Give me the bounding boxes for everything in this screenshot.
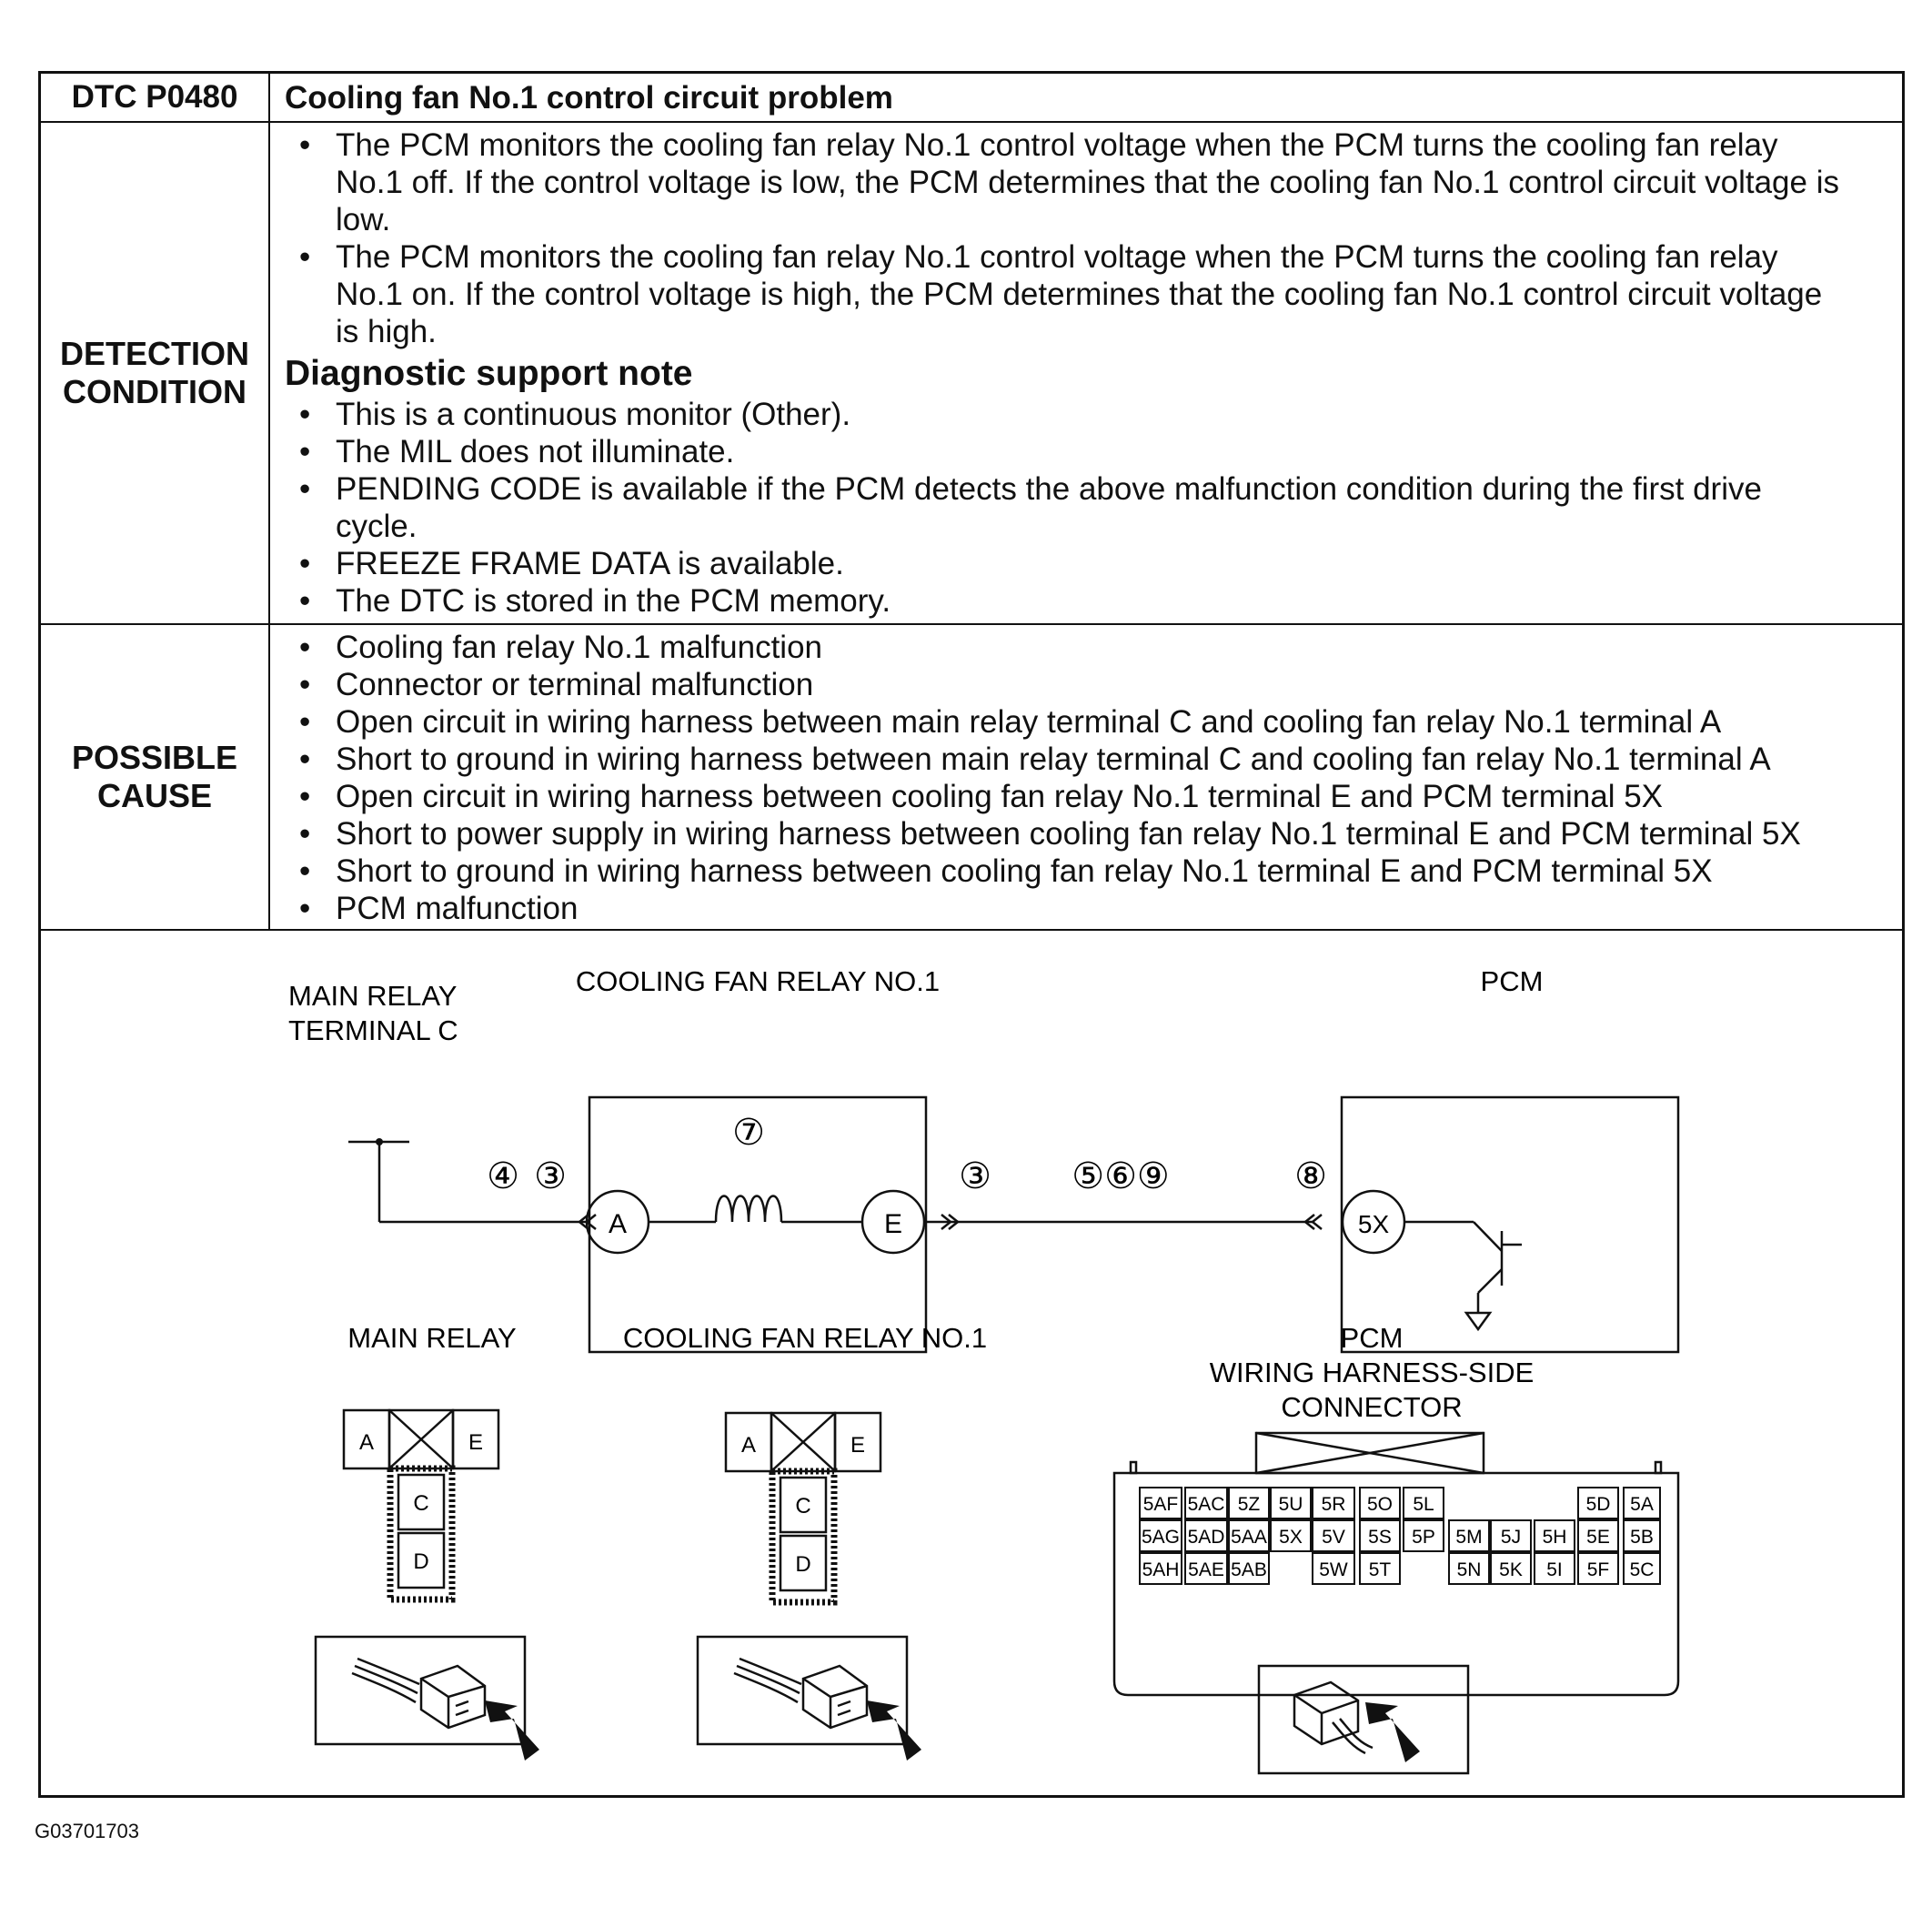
circled-number: ③ <box>534 1156 567 1196</box>
circled-number: ⑧ <box>1294 1156 1327 1196</box>
pcm-harness-view <box>1259 1666 1468 1773</box>
pcm-pin-label: 5Z <box>1237 1494 1261 1515</box>
support-list <box>285 396 1887 620</box>
cause-list <box>285 629 1887 927</box>
pcm-pin-label: 5H <box>1542 1527 1567 1548</box>
pcm-pin-label: 5T <box>1368 1559 1392 1580</box>
terminal-a-label: A <box>608 1209 628 1239</box>
pcm-connector-label: CONNECTOR <box>1281 1391 1463 1423</box>
fan-relay-harness-view <box>698 1637 907 1744</box>
pin-label: A <box>358 1430 375 1455</box>
fan-relay-connector-label: COOLING FAN RELAY NO.1 <box>622 1322 988 1354</box>
pcm-pin-label: 5E <box>1586 1527 1610 1548</box>
pcm-pin-label: 5A <box>1630 1494 1654 1515</box>
dtc-sheet <box>38 71 1905 1798</box>
list-item: • The MIL does not illuminate. <box>285 433 1887 470</box>
pcm-pin-label: 5AG <box>1141 1527 1181 1548</box>
support-note-title: Diagnostic support note <box>285 354 693 393</box>
cause-row <box>41 625 1902 931</box>
cause-label: POSSIBLE CAUSE <box>41 625 270 929</box>
pcm-pin-label: 5AE <box>1188 1559 1224 1580</box>
pcm-pin-label: 5N <box>1456 1559 1482 1580</box>
pcm-pin-label: 5W <box>1319 1559 1348 1580</box>
pcm-pin-label: 5V <box>1322 1527 1345 1548</box>
terminal-5x-label: 5X <box>1357 1210 1390 1238</box>
circled-number: ③ <box>959 1156 991 1196</box>
list-item: • Open circuit in wiring harness between main relay terminal C and cooling fan relay No.1 terminal A <box>285 703 1887 741</box>
pin-label: C <box>795 1494 811 1519</box>
pcm-pin-label: 5AC <box>1187 1494 1225 1515</box>
list-item: • Connector or terminal malfunction <box>285 666 1887 703</box>
pcm-pin-label: 5S <box>1368 1527 1392 1548</box>
pin-label: D <box>413 1549 429 1574</box>
pcm-connector-label: PCM <box>1340 1322 1404 1354</box>
pin-label: A <box>740 1433 757 1458</box>
pin-label: E <box>468 1430 484 1455</box>
pin-label: C <box>413 1491 429 1516</box>
list-item: • Open circuit in wiring harness between cooling fan relay No.1 terminal E and PCM terminal 5X <box>285 778 1887 815</box>
cause-content <box>270 625 1902 929</box>
list-item: • PCM malfunction <box>285 890 1887 927</box>
pcm-pin-label: 5F <box>1586 1559 1610 1580</box>
pcm-pin-label: 5K <box>1499 1559 1523 1580</box>
pcm-pin-label: 5AH <box>1142 1559 1180 1580</box>
list-item: • Short to power supply in wiring harness between cooling fan relay No.1 terminal E and PCM terminal 5X <box>285 815 1887 853</box>
pcm-pin-grid <box>1140 1488 1660 1584</box>
pcm-pin-label: 5R <box>1321 1494 1346 1515</box>
detection-row <box>41 123 1902 625</box>
pcm-pin-label: 5P <box>1412 1527 1435 1548</box>
terminal-e-label: E <box>883 1209 903 1239</box>
figure-code: G03701703 <box>35 1820 139 1842</box>
pcm-pin-label: 5AF <box>1142 1494 1179 1515</box>
pcm-pin-label: 5J <box>1500 1527 1522 1548</box>
view-direction-arrow-icon <box>485 1700 539 1761</box>
pcm-pin-label: 5B <box>1630 1527 1654 1548</box>
list-item: • Cooling fan relay No.1 malfunction <box>285 629 1887 666</box>
wiring-diagram <box>41 931 1902 1795</box>
pin-label: D <box>795 1552 811 1577</box>
detection-content <box>270 123 1902 623</box>
detection-label: DETECTION CONDITION <box>41 123 270 623</box>
list-item: • FREEZE FRAME DATA is available. <box>285 545 1887 582</box>
junction-dot <box>376 1138 383 1145</box>
pcm-pin-label: 5AB <box>1231 1559 1267 1580</box>
detection-list <box>285 126 1887 350</box>
main-relay-terminal-label: TERMINAL C <box>288 1014 458 1046</box>
pcm-pin-label: 5I <box>1546 1559 1563 1580</box>
list-item: • The PCM monitors the cooling fan relay No.1 control voltage when the PCM turns the cooling fan relay No.1 off. If the control voltage is low, the PCM determines that the cooling fan No.1 control circuit voltage is low. <box>285 126 1887 238</box>
pcm-pin-label: 5O <box>1366 1494 1394 1515</box>
list-item: • The DTC is stored in the PCM memory. <box>285 582 1887 620</box>
view-direction-arrow-icon <box>867 1700 921 1761</box>
pcm-pin-label: 5AA <box>1231 1527 1267 1548</box>
circled-number: ④ <box>487 1156 519 1196</box>
list-item: • This is a continuous monitor (Other). <box>285 396 1887 433</box>
list-item: • Short to ground in wiring harness between cooling fan relay No.1 terminal E and PCM terminal 5X <box>285 853 1887 890</box>
pcm-pin-label: 5C <box>1629 1559 1655 1580</box>
list-item: • The PCM monitors the cooling fan relay No.1 control voltage when the PCM turns the cooling fan relay No.1 on. If the control voltage is high, the PCM determines that the cooling fan No.1 control circuit voltage is high. <box>285 238 1887 350</box>
dtc-title: Cooling fan No.1 control circuit problem <box>285 79 893 116</box>
pin-label: E <box>850 1433 866 1458</box>
pcm-pin-label: 5AD <box>1187 1527 1225 1548</box>
main-relay-connector-label: MAIN RELAY <box>347 1322 517 1354</box>
pcm-connector-label: WIRING HARNESS-SIDE <box>1209 1357 1535 1388</box>
circled-number: ⑤⑥⑨ <box>1072 1156 1170 1196</box>
list-item: • PENDING CODE is available if the PCM detects the above malfunction condition during the first drive cycle. <box>285 470 1887 545</box>
pcm-pin-label: 5L <box>1413 1494 1434 1515</box>
header-row <box>41 74 1902 123</box>
main-relay-terminal-label: MAIN RELAY <box>288 980 458 1012</box>
pcm-pin-label: 5X <box>1279 1527 1303 1548</box>
circled-number: ⑦ <box>732 1113 765 1153</box>
list-item: • Short to ground in wiring harness between main relay terminal C and cooling fan relay No.1 terminal A <box>285 741 1887 778</box>
fan-relay-title: COOLING FAN RELAY NO.1 <box>575 965 941 997</box>
dtc-code: DTC P0480 <box>41 74 270 121</box>
pcm-pin-label: 5U <box>1278 1494 1303 1515</box>
main-relay-harness-view <box>316 1637 525 1744</box>
pcm-title: PCM <box>1480 965 1544 997</box>
pcm-pin-label: 5D <box>1585 1494 1611 1515</box>
view-direction-arrow-icon <box>1365 1702 1420 1762</box>
pcm-pin-label: 5M <box>1455 1527 1483 1548</box>
